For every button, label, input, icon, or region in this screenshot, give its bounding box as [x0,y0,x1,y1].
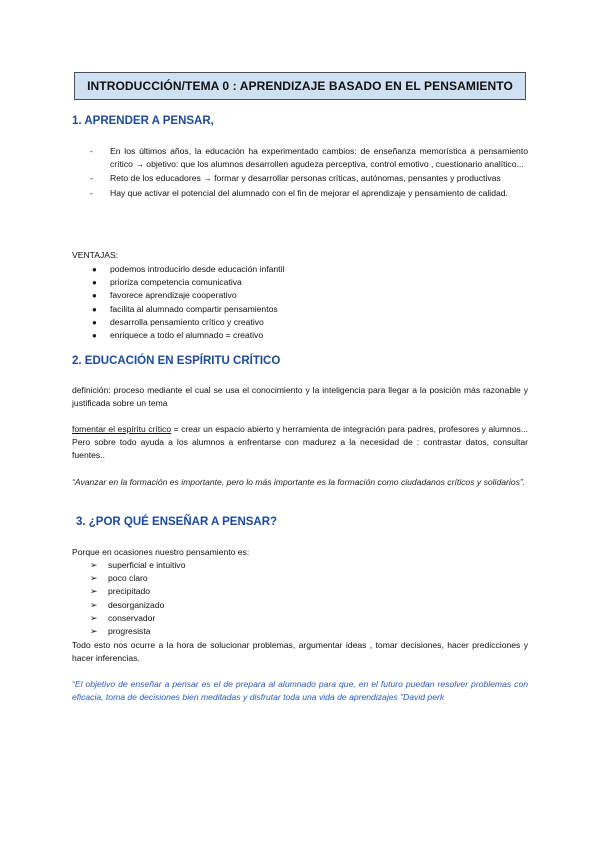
fomentar-paragraph [72,423,528,463]
list-item [90,187,528,200]
list-item-text: progresista [108,626,151,637]
section-3-heading: 3. ¿POR QUÉ ENSEÑAR A PENSAR? [76,516,278,528]
list-item-text: poco claro [108,573,148,584]
list-item [90,289,520,302]
list-item-text: desarrolla pensamiento crítico y creativo [110,316,264,327]
list-item [90,172,528,185]
list-item [90,559,390,572]
list-item [90,263,520,276]
dash-marker: - [90,146,93,156]
list-item-text: conservador [108,612,156,623]
list-item [90,585,390,598]
arrow-bullet-icon: ➢ [90,560,98,570]
list-item-text: facilita al alumnado compartir pensamientos [110,303,278,314]
arrow-bullet-icon: ➢ [90,586,98,597]
dash-marker: - [90,187,93,198]
list-item-text: En los últimos años, la educación ha experimentado cambios: de enseñanza memorística a pensamiento crítico → objetivo: que los alumnos desarrollen agudeza perceptiva, control emotivo , cuestionario analítico... [110,146,528,170]
list-item [90,612,390,625]
bullet-icon: ● [92,331,97,341]
list-item-text: desorganizado [108,599,165,610]
bullet-icon: ● [92,317,97,327]
list-item-text: podemos introducirlo desde educación infantil [110,264,285,274]
arrow-bullet-icon: ➢ [90,573,98,584]
list-item-text: Reto de los educadores → formar y desarrollar personas críticas, autónomas, pensantes y productivas [110,173,501,184]
bullet-icon: ● [92,278,97,288]
fomentar-term: fomentar el espíritu crítico [72,424,172,434]
list-item [90,316,520,329]
list-item-text: prioriza competencia comunicativa [110,277,242,288]
page-title: INTRODUCCIÓN/TEMA 0 : APRENDIZAJE BASADO EN EL PENSAMIENTO [74,72,526,100]
list-item-text: favorece aprendizaje cooperativo [110,290,237,301]
list-item-text: enriquece a todo el alumnado = creativo [110,330,264,341]
list-item-text: Hay que activar el potencial del alumnado con el fin de mejorar el aprendizaje y pensamiento de calidad. [110,187,508,198]
section-1-heading: 1. APRENDER A PENSAR, [72,115,214,127]
bullet-icon: ● [92,291,97,301]
list-item [90,329,520,342]
definicion-paragraph: definición: proceso mediante el cual se usa el conocimiento y la inteligencia para llegar a la posición más razonable y justificada sobre un tema [72,385,528,409]
list-item-text: superficial e intuitivo [108,560,186,570]
dash-marker: - [90,173,93,184]
arrow-bullet-icon: ➢ [90,612,98,623]
quote-section-2: “Avanzar en la formación es importante, pero lo más importante es la formación como ciudadanos críticos y solidarios”. [72,477,526,487]
section-3-conclusion: Todo esto nos ocurre a la hora de solucionar problemas, argumentar ideas , tomar decisiones, hacer predicciones y hacer inferencias. [72,640,528,664]
list-item [90,572,390,585]
arrow-bullet-icon: ➢ [90,626,98,637]
list-item [90,276,520,289]
list-item [90,599,390,612]
list-item [90,625,390,638]
bullet-icon: ● [92,304,97,314]
bullet-icon: ● [92,265,97,274]
ventajas-label: VENTAJAS: [72,250,119,260]
section-2-heading: 2. EDUCACIÓN EN ESPÍRITU CRÍTICO [72,355,281,367]
section-1-list [90,145,528,201]
list-item [90,145,528,171]
section-3-list [90,559,390,638]
ventajas-list [90,263,520,342]
quote-section-3: “El objetivo de enseñar a pensar es el de prepara al alumnado para que, en el futuro puedan resolver problemas con eficacia, toma de decisiones bien meditadas y disfrutar toda una vida de aprendizajes ”David perk [72,679,528,703]
arrow-bullet-icon: ➢ [90,599,98,610]
list-item-text: precipitado [108,586,151,597]
section-3-intro: Porque en ocasiones nuestro pensamiento es: [72,547,250,557]
list-item [90,303,520,316]
fomentar-text: = crear un espacio abierto y herramienta de integración para padres, profesores y alumnos... Pero sobre todo ayuda a los alumnos a enfrentarse con madurez a la necesidad de : contrastar datos, consultar fuentes.. [72,424,528,461]
